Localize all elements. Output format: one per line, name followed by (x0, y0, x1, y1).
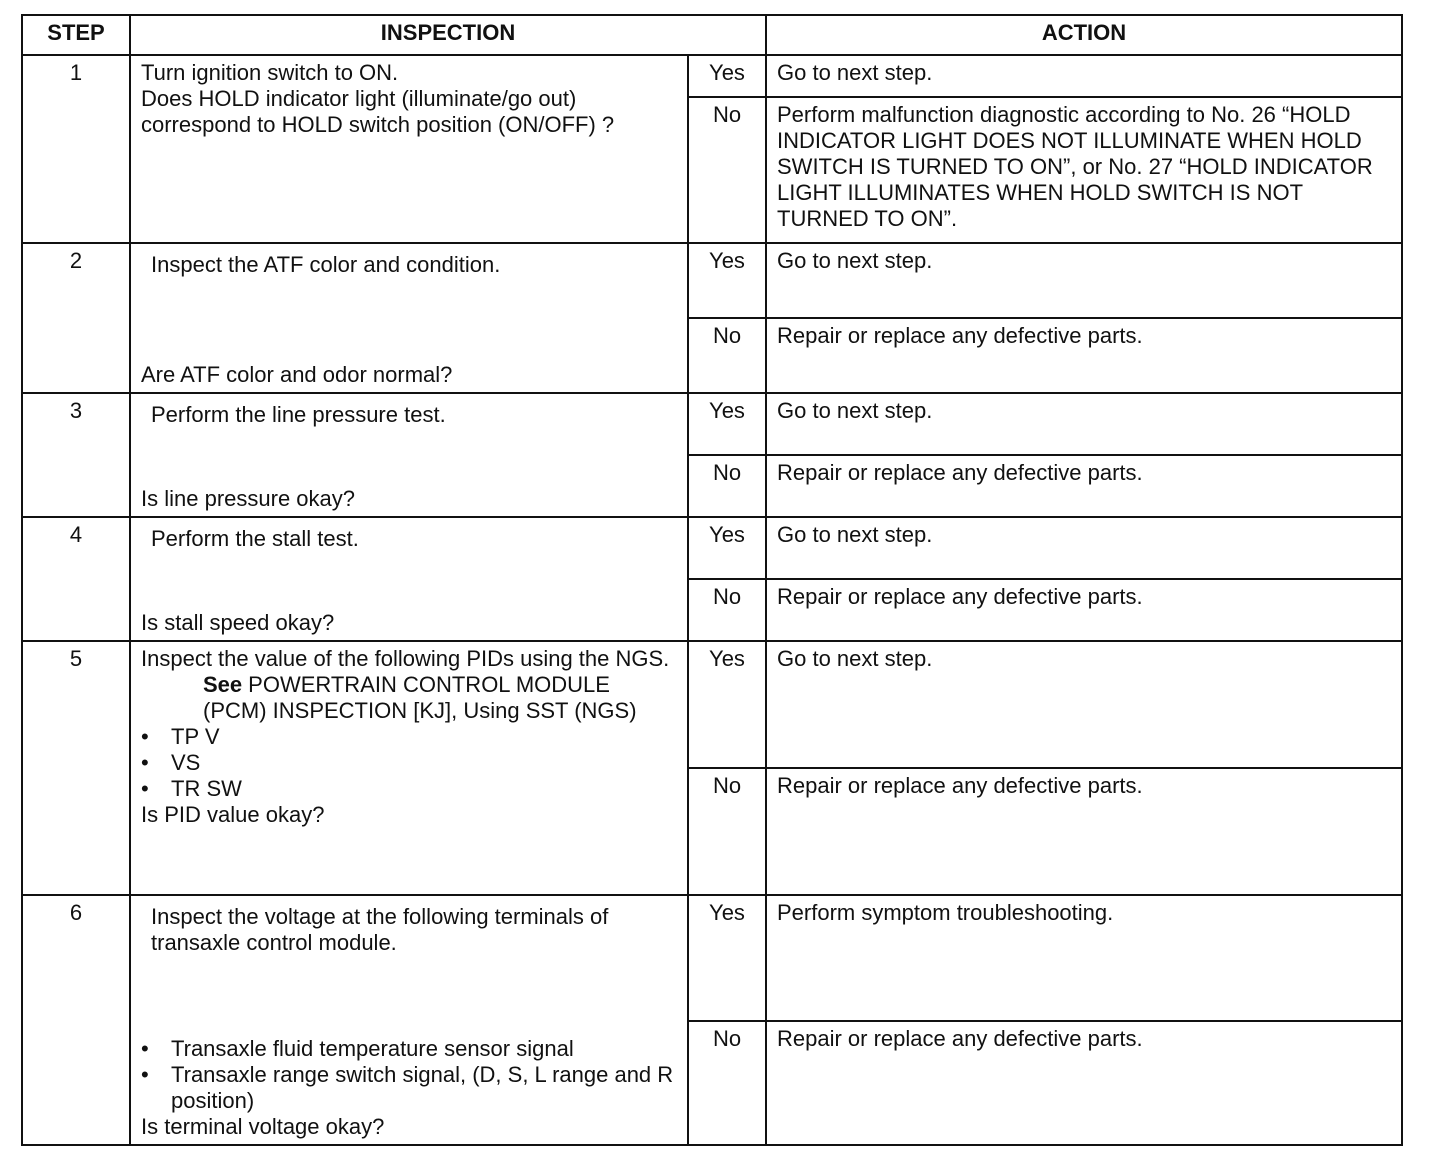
step-6-yes-row (22, 895, 1402, 1021)
inspection-question: Is terminal voltage okay? (141, 1114, 385, 1139)
see-label: See (203, 672, 243, 697)
diagnostic-table (21, 14, 1403, 1146)
no-label: No (688, 768, 766, 895)
step-inspection (130, 641, 688, 895)
inspection-text: Perform the line pressure test. (151, 402, 446, 427)
list-item: • TR SW (141, 776, 242, 801)
step-number: 6 (22, 895, 130, 1145)
inspection-line: Does HOLD indicator light (illuminate/go out) correspond to HOLD switch position (ON/OFF) ? (141, 86, 615, 137)
yes-action: Perform symptom troubleshooting. (766, 895, 1402, 1021)
list-item: • VS (141, 750, 201, 775)
step-number: 4 (22, 517, 130, 641)
step-3-yes-row (22, 393, 1402, 455)
bullet: • (141, 1036, 149, 1061)
inspection-text: Inspect the value of the following PIDs using the NGS. (141, 646, 670, 671)
inspection-question: Is line pressure okay? (141, 486, 355, 511)
no-label: No (688, 1021, 766, 1145)
no-action: Repair or replace any defective parts. (766, 455, 1402, 517)
inspection-text: Inspect the ATF color and condition. (151, 252, 501, 277)
yes-action: Go to next step. (766, 55, 1402, 97)
inspection-line: Turn ignition switch to ON. (141, 60, 399, 85)
step-inspection (130, 393, 688, 517)
bullet: • (141, 1062, 149, 1087)
yes-action: Go to next step. (766, 393, 1402, 455)
no-label: No (688, 455, 766, 517)
inspection-question: Are ATF color and odor normal? (141, 362, 453, 387)
list-item: • Transaxle fluid temperature sensor signal (141, 1036, 574, 1061)
step-2-yes-row (22, 243, 1402, 318)
inspection-question: Is stall speed okay? (141, 610, 335, 635)
bullet: • (141, 724, 149, 749)
inspection-text: Perform the stall test. (151, 526, 359, 551)
step-number: 5 (22, 641, 130, 895)
step-inspection (130, 517, 688, 641)
step-inspection (130, 243, 688, 393)
no-action: Perform malfunction diagnostic according to No. 26 “HOLD INDICATOR LIGHT DOES NOT ILLUMINATE WHEN HOLD SWITCH IS TURNED TO ON”, or No. 27 “HOLD INDICATOR LIGHT ILLUMINATES WHEN HOLD SWITCH IS NOT TURNED TO ON”. (766, 97, 1402, 243)
yes-label: Yes (688, 55, 766, 97)
no-label: No (688, 97, 766, 243)
yes-action: Go to next step. (766, 641, 1402, 768)
no-label: No (688, 318, 766, 393)
yes-action: Go to next step. (766, 517, 1402, 579)
yes-label: Yes (688, 641, 766, 768)
step-4-yes-row (22, 517, 1402, 579)
list-item: • Transaxle range switch signal, (D, S, L range and R position) (141, 1062, 674, 1113)
no-action: Repair or replace any defective parts. (766, 579, 1402, 641)
header-step: STEP (22, 15, 130, 55)
yes-label: Yes (688, 393, 766, 455)
step-number: 2 (22, 243, 130, 393)
yes-label: Yes (688, 243, 766, 318)
step-5-yes-row (22, 641, 1402, 768)
inspection-text: Inspect the voltage at the following terminals of transaxle control module. (151, 904, 609, 955)
no-action: Repair or replace any defective parts. (766, 318, 1402, 393)
no-action: Repair or replace any defective parts. (766, 768, 1402, 895)
no-label: No (688, 579, 766, 641)
list-item: • TP V (141, 724, 220, 749)
step-number: 3 (22, 393, 130, 517)
header-row (22, 15, 1402, 55)
step-inspection (130, 895, 688, 1145)
see-text: POWERTRAIN CONTROL MODULE (PCM) INSPECTION [KJ], Using SST (NGS) (203, 672, 637, 723)
inspection-question: Is PID value okay? (141, 802, 325, 827)
see-reference (141, 672, 677, 724)
header-action: ACTION (766, 15, 1402, 55)
no-action: Repair or replace any defective parts. (766, 1021, 1402, 1145)
inspection-bottom-block (141, 1036, 679, 1140)
yes-label: Yes (688, 895, 766, 1021)
step-inspection (130, 55, 688, 243)
step-number: 1 (22, 55, 130, 243)
header-inspection: INSPECTION (130, 15, 766, 55)
bullet: • (141, 750, 149, 775)
bullet: • (141, 776, 149, 801)
yes-label: Yes (688, 517, 766, 579)
step-1-yes-row (22, 55, 1402, 97)
yes-action: Go to next step. (766, 243, 1402, 318)
